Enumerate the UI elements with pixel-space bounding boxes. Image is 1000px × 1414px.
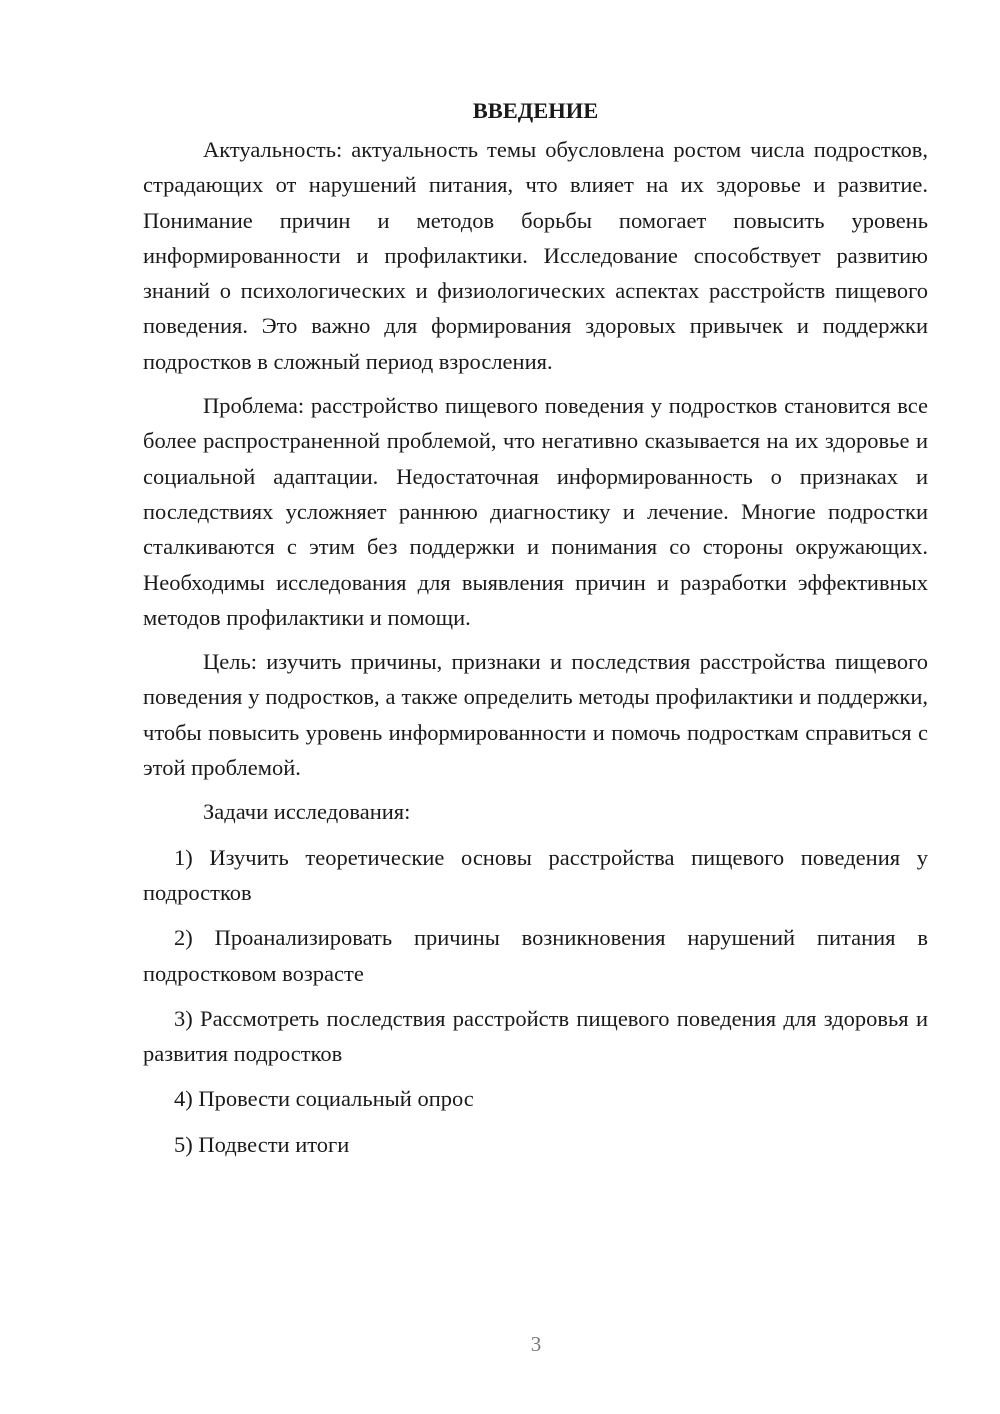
tasks-list — [143, 840, 928, 1162]
list-item: 1) Изучить теоретические основы расстройства пищевого поведения у подростков — [143, 844, 928, 905]
list-item: 2) Проанализировать причины возникновения нарушений питания в подростковом возрасте — [143, 925, 928, 986]
section-heading: ВВЕДЕНИЕ — [472, 98, 599, 123]
tasks-title: Задачи исследования: — [203, 799, 411, 825]
paragraph-relevance: Актуальность: актуальность темы обусловлена ростом числа подростков, страдающих от нарушений питания, что влияет на их здоровье и развитие. Понимание причин и методов борьбы помогает повысить уровень информированности и профилактики. Исследование способствует развитию знаний о психологических и физиологических аспектах расстройств пищевого поведения. Это важно для формирования здоровых привычек и поддержки подростков в сложный период взросления. — [143, 137, 928, 374]
list-item: 5) Подвести итоги — [174, 1131, 350, 1157]
paragraph-problem: Проблема: расстройство пищевого поведения у подростков становится все более распространенной проблемой, что негативно сказывается на их здоровье и социальной адаптации. Недостаточная информированность о признаках и последствиях усложняет раннюю диагностику и лечение. Многие подростки сталкиваются с этим без поддержки и понимания со стороны окружающих. Необходимы исследования для выявления причин и разработки эффективных методов профилактики и помощи. — [143, 393, 928, 630]
page-content — [143, 93, 928, 1172]
paragraph-goal: Цель: изучить причины, признаки и последствия расстройства пищевого поведения у подростков, а также определить методы профилактики и поддержки, чтобы повысить уровень информированности и помочь подросткам справиться с этой проблемой. — [143, 649, 928, 781]
list-item: 4) Провести социальный опрос — [174, 1086, 474, 1112]
page-number: 3 — [530, 1332, 542, 1356]
list-item: 3) Рассмотреть последствия расстройств пищевого поведения для здоровья и развития подростков — [143, 1005, 928, 1067]
